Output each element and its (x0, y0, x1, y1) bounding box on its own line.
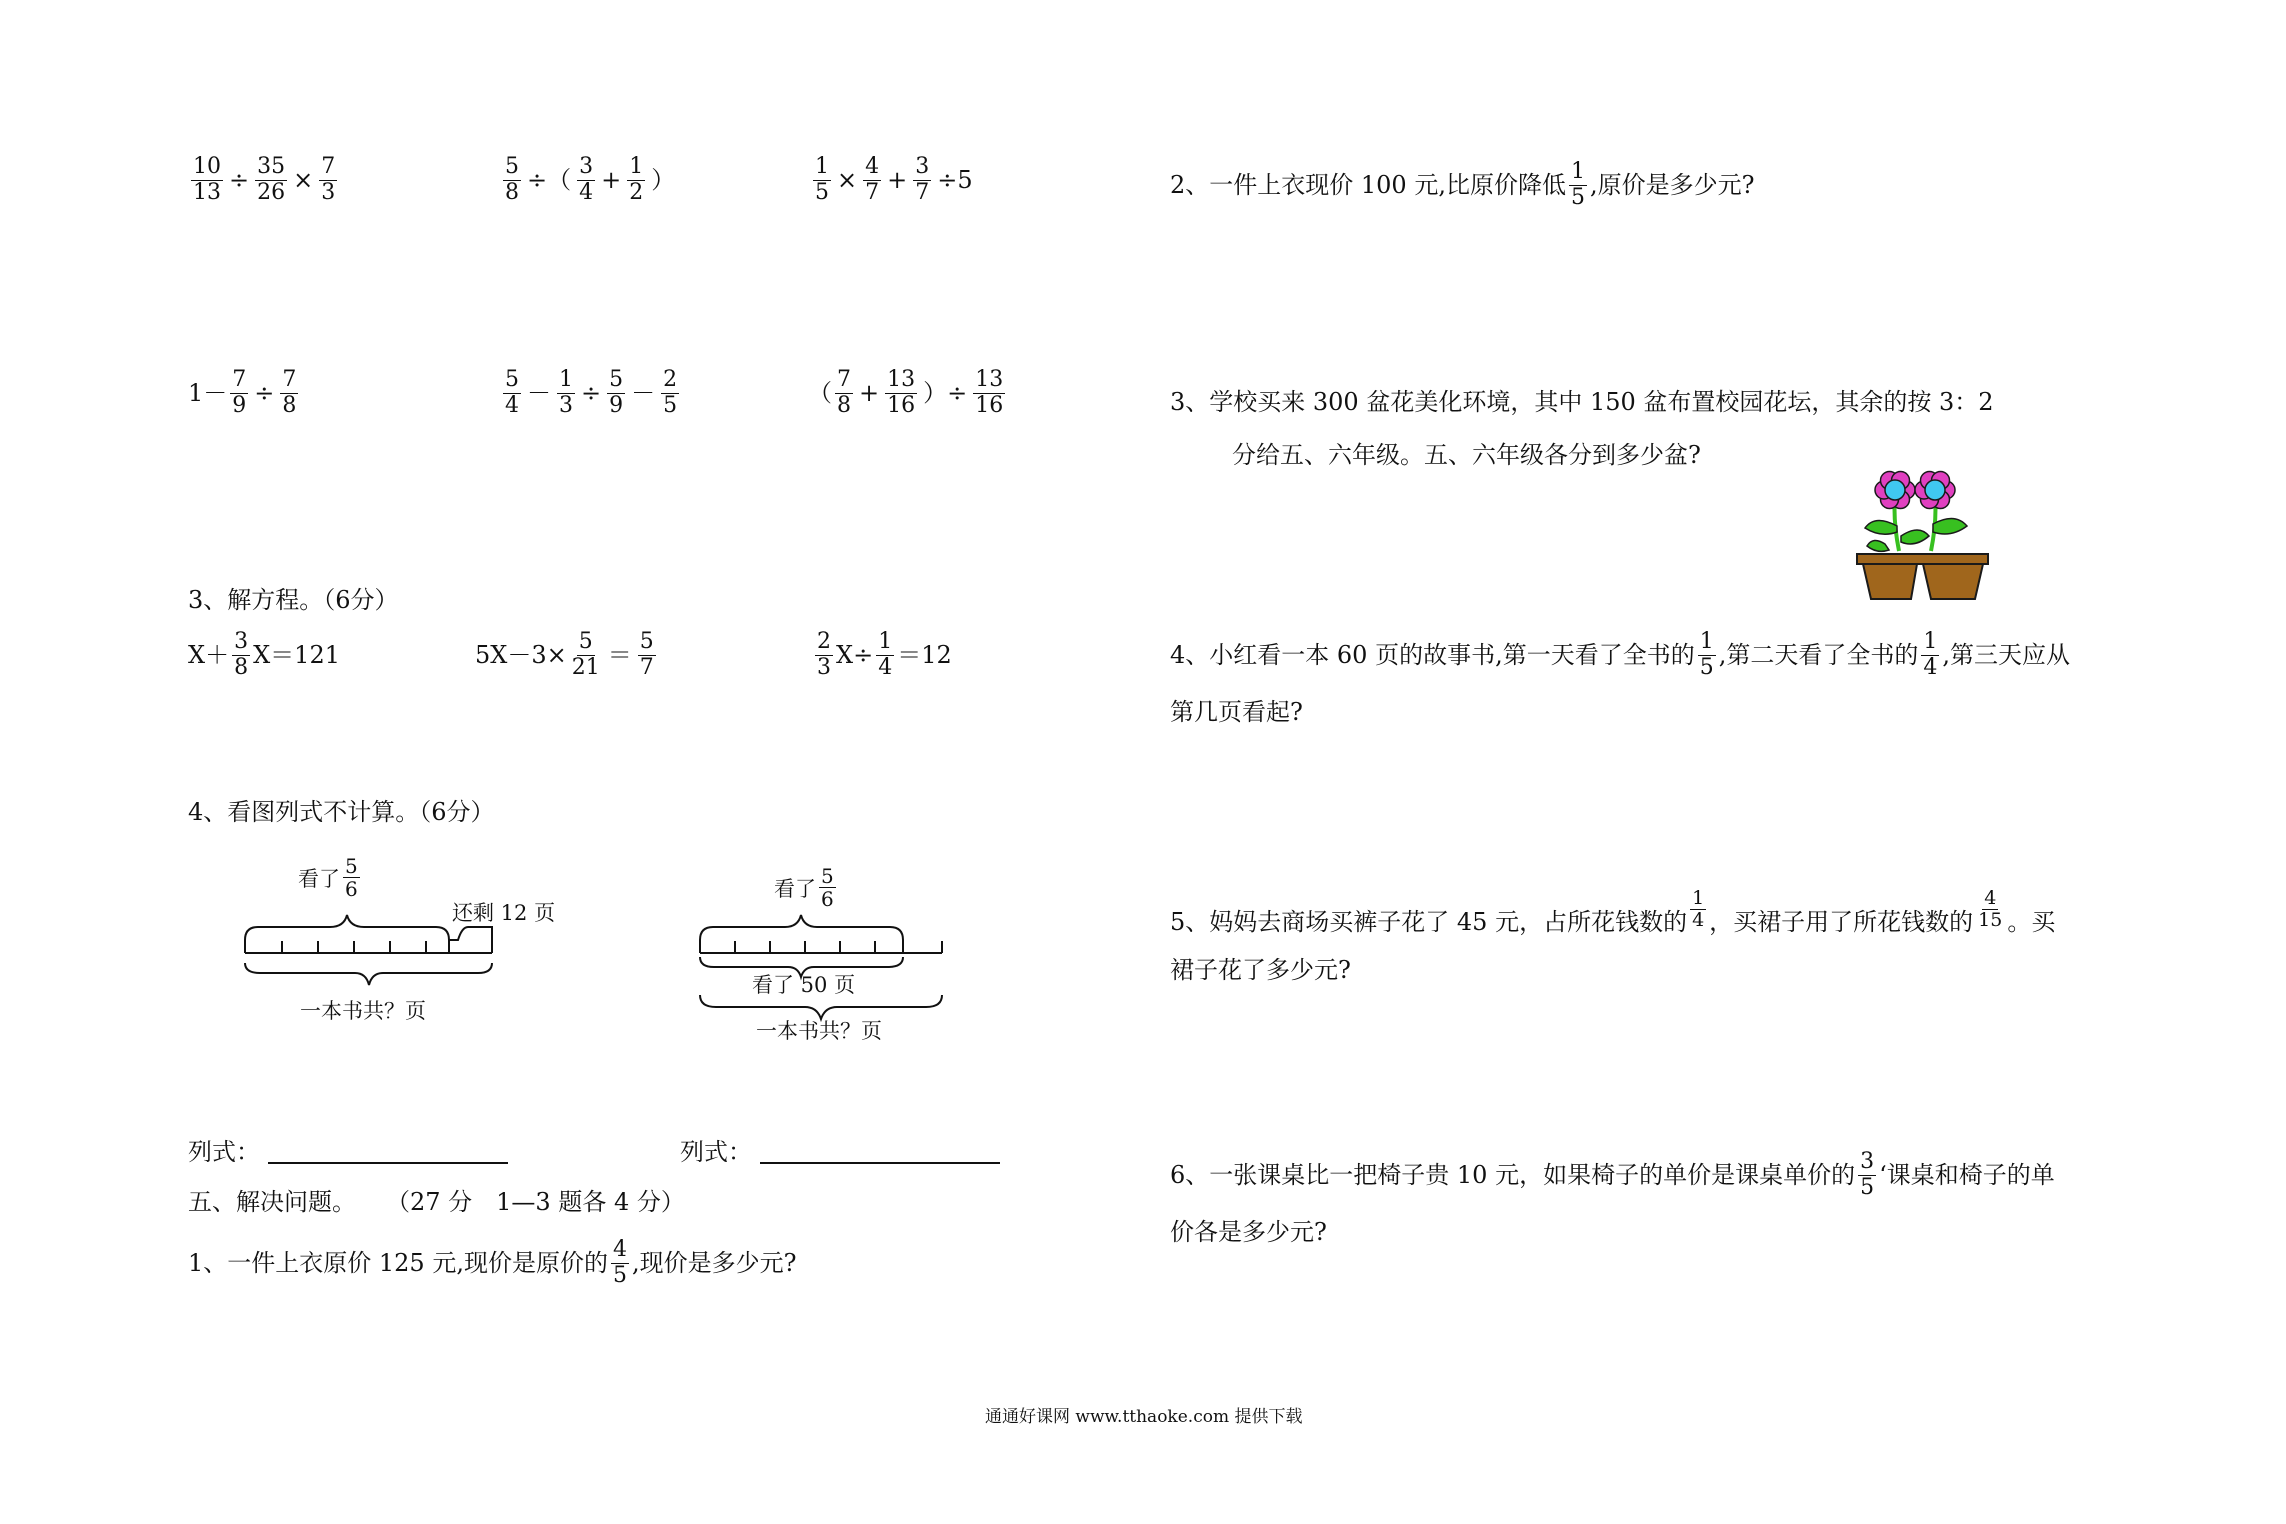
diagram-2 (690, 845, 1010, 1045)
fraction: $\frac{2}{5}$ (663, 367, 678, 418)
equation-2: 5X－3× $\frac{5}{21}$ ＝ $\frac{5}{7}$ (475, 629, 654, 680)
leaf (1865, 520, 1897, 534)
calc-r1c1: $\frac{10}{13}$ ÷ $\frac{35}{26}$ × $\frac{7}{3}$ (193, 154, 336, 205)
equation-3: $\frac{2}{3}$ X÷ $\frac{1}{4}$ ＝12 (817, 629, 952, 680)
fraction: $\frac{7}{9}$ (232, 367, 247, 418)
diagram-1 (230, 845, 570, 1030)
fraction: $\frac{13}{16}$ (887, 367, 916, 418)
formula-line-2: 列式： (680, 1140, 1000, 1164)
section-3-title: 3、解方程。（6分） (188, 586, 399, 614)
formula-line-1: 列式： (188, 1140, 508, 1164)
brace-total (245, 963, 492, 985)
calc-r2c1: 1－ $\frac{7}{9}$ ÷ $\frac{7}{8}$ (188, 367, 297, 418)
remain-box (449, 927, 492, 953)
fraction: $\frac{4}{7}$ (865, 154, 880, 205)
calc-r1c3: $\frac{1}{5}$ × $\frac{4}{7}$ + $\frac{3}{7}$ ÷5 (815, 154, 973, 205)
leaf (1867, 540, 1889, 551)
flower-pots-image (1855, 466, 1990, 601)
footer-text: 通通好课网 www.tthaoke.com 提供下载 (985, 1407, 1303, 1427)
read-label: 看了 $\frac{5}{6}$ (774, 864, 834, 912)
fraction: $\frac{3}{8}$ (234, 629, 249, 680)
problem-3-line-2: 分给五、六年级。五、六年级各分到多少盆? (1232, 441, 1701, 469)
fraction: $\frac{1}{5}$ (815, 154, 829, 205)
problem-6-line-2: 价各是多少元? (1170, 1218, 1327, 1246)
leaf (1901, 530, 1929, 544)
fraction: $\frac{7}{3}$ (321, 154, 336, 205)
brace-read (245, 915, 449, 940)
fraction: $\frac{7}{8}$ (837, 367, 851, 418)
fraction: $\frac{3}{7}$ (915, 154, 930, 205)
fraction: $\frac{3}{5}$ (1860, 1149, 1875, 1200)
brace-read (700, 915, 903, 940)
flower-center (1925, 480, 1945, 500)
calc-r2c2: $\frac{5}{4}$ － $\frac{1}{3}$ ÷ $\frac{5}{9}$ － $\frac{2}{5}$ (505, 367, 678, 418)
fraction: $\frac{3}{4}$ (579, 154, 594, 205)
section-4-title: 4、看图列式不计算。（6分） (188, 798, 495, 826)
problem-2: 2、一件上衣现价 100 元,比原价降低 $\frac{1}{5}$ ,原价是多少元? (1170, 159, 1755, 210)
answer-blank[interactable] (268, 1140, 508, 1164)
total-label: 一本书共？页 (300, 999, 426, 1023)
fraction: $\frac{5}{21}$ (571, 629, 600, 680)
problem-4-line-2: 第几页看起? (1170, 698, 1303, 726)
flower-center (1885, 480, 1905, 500)
equation-1: X＋ $\frac{3}{8}$ X＝121 (188, 629, 340, 680)
fraction: $\frac{1}{4}$ (1923, 629, 1938, 680)
calc-r1c2: $\frac{5}{8}$ ÷（ $\frac{3}{4}$ + $\frac{1}{2}$ ） (505, 154, 676, 205)
fraction: $\frac{1}{3}$ (559, 367, 573, 418)
answer-blank[interactable] (760, 1140, 1000, 1164)
read-pages-label: 看了 50 页 (752, 973, 856, 997)
fraction: $\frac{5}{4}$ (505, 367, 519, 418)
fraction: $\frac{13}{16}$ (975, 367, 1004, 418)
fraction: $\frac{1}{4}$ (878, 629, 893, 680)
fraction: $\frac{7}{8}$ (282, 367, 297, 418)
fraction: $\frac{4}{5}$ (612, 1237, 627, 1288)
problem-1: 1、一件上衣原价 125 元,现价是原价的 $\frac{4}{5}$ ,现价是多少元? (188, 1237, 797, 1288)
pot-rim (1857, 554, 1988, 564)
pot (1923, 564, 1983, 599)
fraction: $\frac{35}{26}$ (257, 154, 286, 205)
section-5-title: 五、解决问题。 （27 分 1—3 题各 4 分） (188, 1188, 685, 1216)
remain-label: 还剩 12 页 (452, 901, 556, 925)
pot (1863, 564, 1917, 599)
problem-5: 5、妈妈去商场买裤子花了 45 元，占所花钱数的 $\frac{1}{4}$ ，买裙子用了所花钱数的 $\frac{4}{15}$ 。买 (1170, 887, 2056, 936)
fraction: $\frac{1}{5}$ (1570, 159, 1585, 210)
fraction: $\frac{5}{7}$ (639, 629, 654, 680)
flower-pots-svg (1855, 466, 1990, 601)
fraction: $\frac{4}{15}$ (1978, 887, 2003, 932)
leaf (1933, 518, 1967, 534)
fraction: $\frac{1}{2}$ (629, 154, 644, 205)
fraction: $\frac{1}{5}$ (1699, 629, 1714, 680)
calc-r2c3: （ $\frac{7}{8}$ + $\frac{13}{16}$ ）÷ $\frac{13}{16}$ (808, 367, 1004, 418)
fraction: $\frac{2}{3}$ (817, 629, 831, 680)
fraction: $\frac{5}{9}$ (609, 367, 624, 418)
fraction: $\frac{10}{13}$ (193, 154, 221, 205)
fraction: $\frac{1}{4}$ (1692, 887, 1705, 932)
problem-4: 4、小红看一本 60 页的故事书,第一天看了全书的 $\frac{1}{5}$ ,第二天看了全书的 $\frac{1}{4}$ ,第三天应从 (1170, 629, 2070, 680)
read-label: 看了 $\frac{5}{6}$ (298, 854, 358, 902)
problem-6: 6、一张课桌比一把椅子贵 10 元，如果椅子的单价是课桌单价的 $\frac{3}{5}$ ‘课桌和椅子的单 (1170, 1149, 2055, 1200)
fraction: $\frac{5}{8}$ (505, 154, 519, 205)
total-label: 一本书共？页 (756, 1019, 882, 1043)
problem-3-line-1: 3、学校买来 300 盆花美化环境，其中 150 盆布置校园花坛，其余的按 3：2 (1170, 388, 1994, 416)
problem-5-line-2: 裙子花了多少元? (1170, 956, 1351, 984)
